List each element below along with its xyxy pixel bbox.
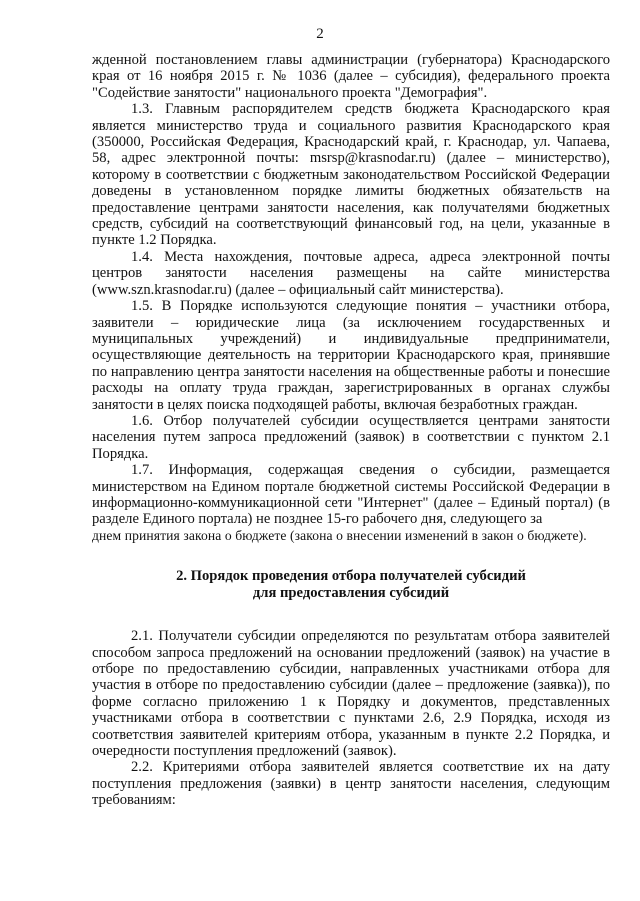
paragraph-1-7-continued: днем принятия закона о бюджете (закона о внесении изменений в закон о бюджете). xyxy=(92,527,587,543)
paragraph-2-1: 2.1. Получатели субсидии определяются по результатам отбора заявителей способом запроса предложений на основании предложений (заявок) на участие в отборе по предоставлению субсидии, направленных участниками отбора для участия в отборе по предоставлению субсидии (далее – предложение (заявка)), по форме согласно приложению 1 к Порядку и документов, представленных участниками отбора в соответствии с пунктами 2.6, 2.9 Порядка, исходя из соответствия заявителей критериям отбора, указанным в пункте 2.2 Порядка, и очередности поступления предложений (заявок). xyxy=(92,628,610,760)
paragraph-1-3: 1.3. Главным распорядителем средств бюджета Краснодарского края является министерство труда и социального развития Краснодарского края (350000, Российская Федерация, Краснодарский край, г. Краснодар, ул. Чапаева, 58, адрес электронной почты: msrsp@krasnodar.ru) (далее – министерство), которому в соответствии с бюджетным законодательством Российской Федерации доведены в установленном порядке лимиты бюджетных обязательств на предоставление центрами занятости населения, как получателями бюджетных средств, субсидий на соответствующий финансовый год, на цели, указанные в пункте 1.2 Порядка. xyxy=(92,101,610,249)
paragraph-1-4: 1.4. Места нахождения, почтовые адреса, адреса электронной почты центров занятости населения размещены на сайте министерства (www.szn.krasnodar.ru) (далее – официальный сайт министерства). xyxy=(92,248,610,298)
paragraph-2-2: 2.2. Критериями отбора заявителей является соответствие их на дату поступления предложения (заявки) в центр занятости населения, следующим требованиям: xyxy=(92,759,610,809)
paragraph-continuation: жденной постановлением главы администрации (губернатора) Краснодарского края от 16 ноября 2015 г. № 1036 (далее – субсидия), федерального проекта "Содействие занятости" национального проекта "Демография". xyxy=(92,52,610,101)
page-number: 2 xyxy=(316,26,324,42)
paragraph-1-6: 1.6. Отбор получателей субсидии осуществляется центрами занятости населения путем запроса предложений (заявок) в соответствии с пунктом 2.1 Порядка. xyxy=(92,412,610,462)
document-body xyxy=(92,52,610,809)
paragraph-1-7: 1.7. Информация, содержащая сведения о субсидии, размещается министерством на Едином портале бюджетной системы Российской Федерации в информационно-коммуникационной сети "Интернет" (далее – Единый портал) (в разделе Единого портала) не позднее 15-го рабочего дня, следующего за xyxy=(92,462,610,528)
section-heading xyxy=(92,568,610,602)
section-heading-line-1: 2. Порядок проведения отбора получателей субсидий xyxy=(176,568,526,585)
section-heading-line-2: для предоставления субсидий xyxy=(252,585,450,602)
paragraph-1-5: 1.5. В Порядке используются следующие понятия – участники отбора, заявители – юридические лица (за исключением государственных и муниципальных учреждений) и индивидуальные предприниматели, осуществляющие деятельность на территории Краснодарского края, принявшие по направлению центра занятости населения на общественные работы и понесшие расходы на оплату труда граждан, зарегистрированных в органах службы занятости в целях поиска подходящей работы, включая безработных граждан. xyxy=(92,298,610,413)
